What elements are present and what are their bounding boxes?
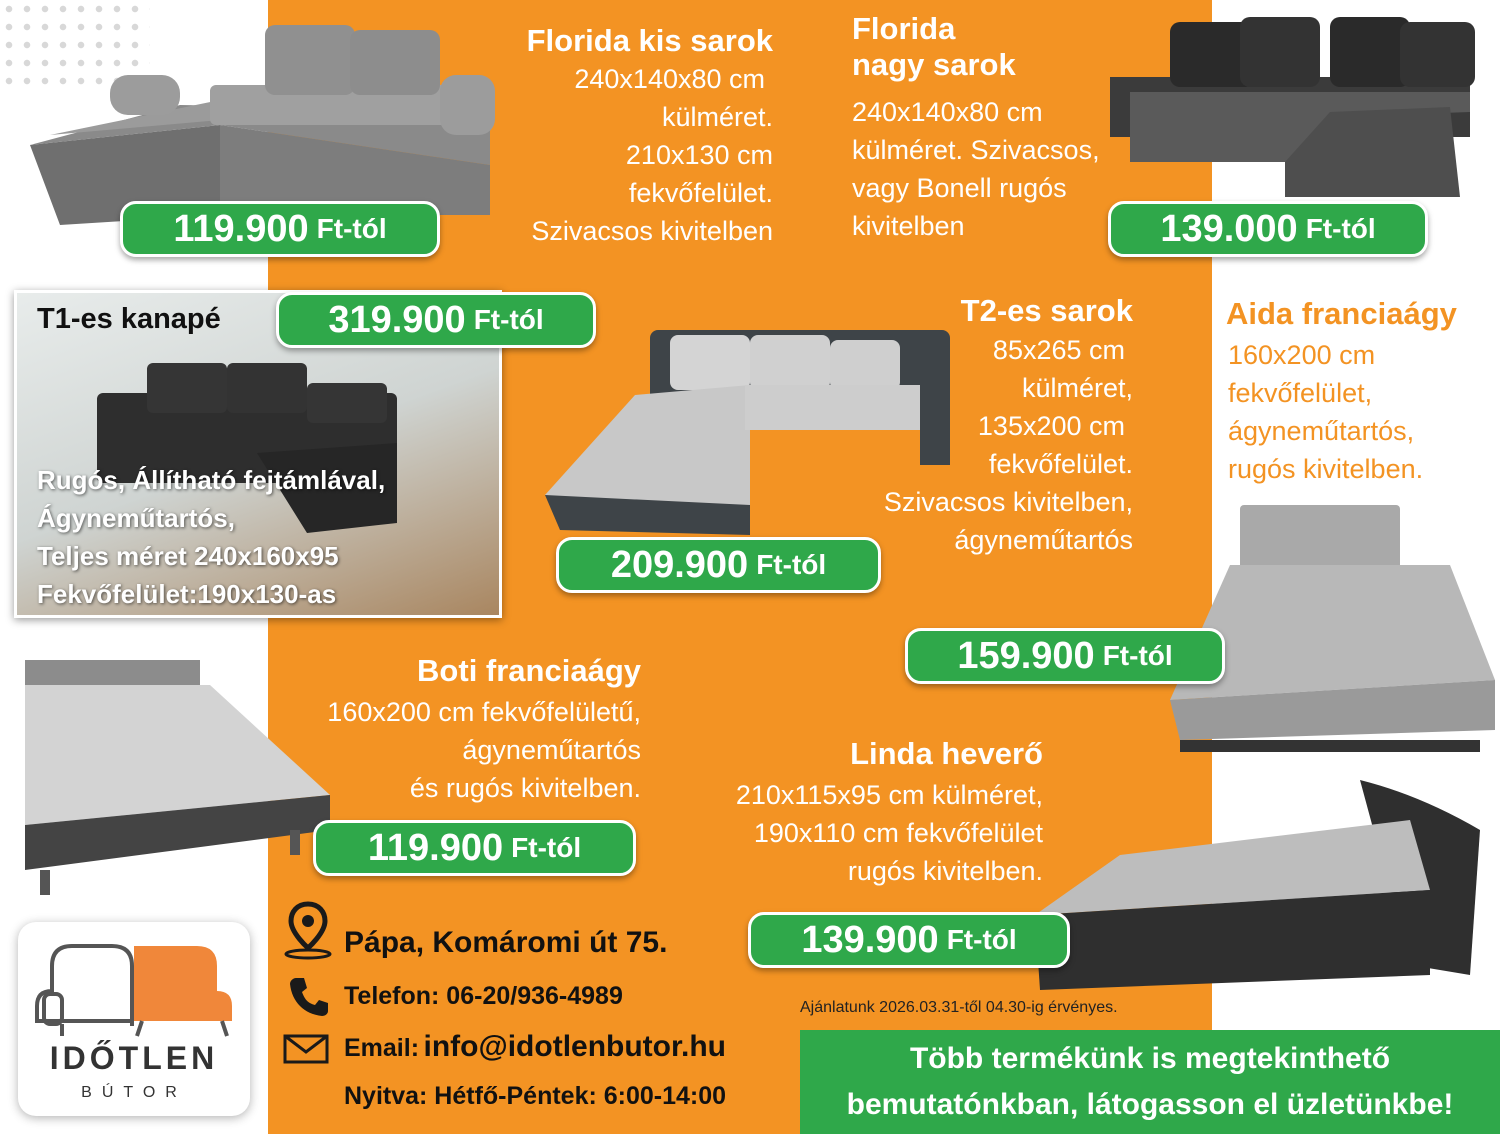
florida-kis-title: Florida kis sarok: [526, 23, 773, 58]
florida-nagy-desc: [852, 93, 1100, 245]
florida-kis-desc-line: 240x140x80 cm: [574, 64, 765, 94]
phone-icon: [288, 976, 330, 1018]
aida-desc-line: rugós kivitelben.: [1228, 454, 1424, 484]
linda-desc: [690, 776, 1043, 890]
florida-nagy-title-line: nagy sarok: [852, 47, 1016, 82]
t1-price: 319.900 Ft-tól: [276, 292, 596, 348]
florida-kis-desc-line: Szivacsos kivitelben: [531, 216, 773, 246]
t2-desc-line: külméret,: [1021, 373, 1133, 403]
florida-nagy-title-line: Florida: [852, 11, 956, 46]
showroom-banner: [800, 1030, 1500, 1134]
linda-desc-line: rugós kivitelben.: [847, 856, 1043, 886]
t1-desc-line: Ágyneműtartós,: [37, 503, 235, 533]
t2-title: T2-es sarok: [960, 293, 1133, 328]
florida-nagy-price: 139.000 Ft-tól: [1108, 201, 1428, 257]
boti-title: Boti franciaágy: [417, 653, 641, 688]
aida-desc: [1228, 336, 1423, 488]
linda-price: 139.900 Ft-tól: [748, 912, 1070, 968]
email-line: [344, 1030, 726, 1064]
florida-nagy-desc-line: külméret. Szivacsos,: [852, 135, 1100, 165]
t2-desc-line: Szivacsos kivitelben,: [883, 487, 1133, 517]
opening-hours: Nyitva: Hétfő-Péntek: 6:00-14:00: [344, 1082, 727, 1110]
florida-kis-desc-line: 210x130 cm: [625, 140, 773, 170]
logo-word-main: IDŐTLEN: [49, 1040, 219, 1076]
t1-desc-line: Rugós, Állítható fejtámlával,: [37, 465, 386, 495]
phone-text[interactable]: Telefon: 06-20/936-4989: [344, 982, 623, 1010]
aida-desc-line: fekvőfelület,: [1228, 378, 1373, 408]
envelope-icon: [283, 1034, 329, 1064]
address-text: Pápa, Komáromi út 75.: [344, 926, 668, 959]
t1-desc-line: Teljes méret 240x160x95: [37, 541, 339, 571]
aida-desc-line: 160x200 cm: [1228, 340, 1376, 370]
florida-nagy-title: [852, 10, 1016, 84]
sofa-logo-icon: [32, 936, 238, 1042]
t1-desc: [37, 461, 385, 613]
t2-desc: [800, 331, 1133, 559]
t1-title: T1-es kanapé: [37, 303, 221, 335]
email-label: Email:: [344, 1034, 420, 1062]
boti-desc: [288, 693, 641, 807]
aida-desc-line: ágyneműtartós,: [1228, 416, 1415, 446]
t1-desc-line: Fekvőfelület:190x130-as: [37, 579, 337, 609]
florida-nagy-desc-line: vagy Bonell rugós: [852, 173, 1067, 203]
florida-nagy-photo: [1100, 12, 1485, 202]
florida-kis-desc-line: külméret.: [661, 102, 773, 132]
location-pin-icon: [283, 900, 333, 960]
boti-desc-line: és rugós kivitelben.: [409, 773, 641, 803]
aida-title: Aida franciaágy: [1226, 296, 1457, 331]
boti-price: 119.900 Ft-tól: [313, 820, 636, 876]
validity-note: Ajánlatunk 2026.03.31-től 04.30-ig érvényes.: [800, 999, 1118, 1016]
florida-nagy-desc-line: 240x140x80 cm: [852, 97, 1043, 127]
boti-desc-line: ágyneműtartós: [462, 735, 641, 765]
logo: [18, 922, 250, 1116]
linda-desc-line: 190x110 cm fekvőfelület: [753, 818, 1043, 848]
florida-kis-desc: [470, 60, 773, 250]
t2-desc-line: fekvőfelület.: [988, 449, 1133, 479]
florida-nagy-desc-line: kivitelben: [852, 211, 965, 241]
linda-title: Linda heverő: [850, 736, 1043, 771]
florida-kis-price: 119.900 Ft-tól: [120, 201, 440, 257]
boti-desc-line: 160x200 cm fekvőfelületű,: [327, 697, 641, 727]
banner-line: Több termékünk is megtekinthető: [909, 1042, 1391, 1075]
t2-desc-line: 85x265 cm: [992, 335, 1125, 365]
logo-word-sub: BÚTOR: [81, 1084, 187, 1101]
t2-desc-line: 135x200 cm: [977, 411, 1125, 441]
t2-desc-line: ágyneműtartós: [954, 525, 1133, 555]
linda-photo: [1030, 775, 1490, 995]
banner-line: bemutatónkban, látogasson el üzletünkbe!: [846, 1088, 1454, 1121]
florida-kis-desc-line: fekvőfelület.: [628, 178, 773, 208]
email-link[interactable]: info@idotlenbutor.hu: [423, 1030, 727, 1063]
t2-price: 209.900 Ft-tól: [556, 537, 881, 593]
aida-price: 159.900 Ft-tól: [905, 628, 1225, 684]
linda-desc-line: 210x115x95 cm külméret,: [735, 780, 1043, 810]
